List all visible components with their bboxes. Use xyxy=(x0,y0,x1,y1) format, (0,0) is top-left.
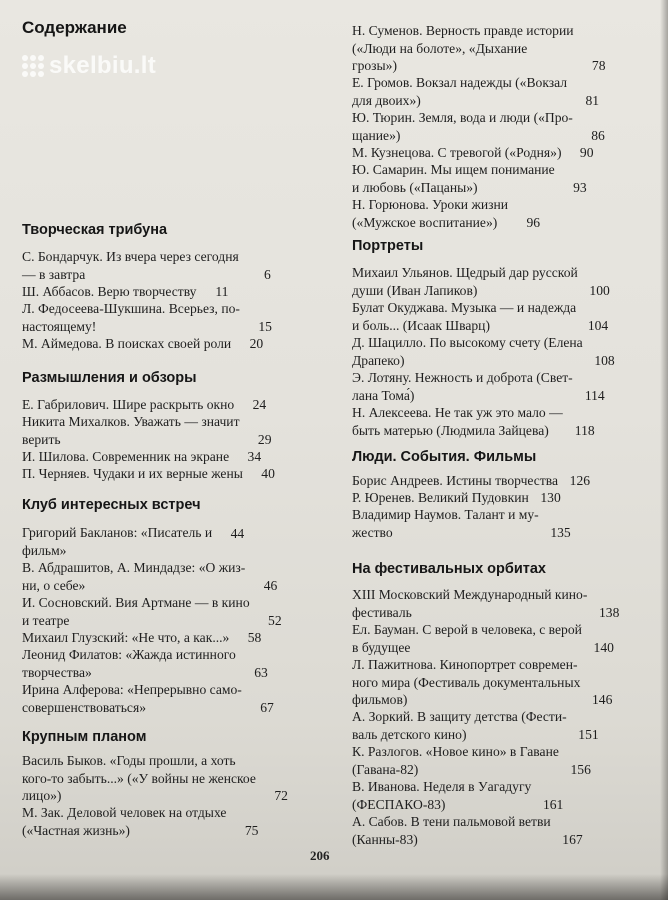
toc-entry-text: Н. Горюнова. Уроки жизни («Мужское воспитание») xyxy=(352,197,509,230)
toc-entry-page: 20 xyxy=(249,336,264,351)
toc-entry-text: Григорий Бакланов: «Писатель и фильм» xyxy=(22,525,213,558)
toc-entry xyxy=(22,448,263,466)
toc-entry-page: 93 xyxy=(573,179,587,195)
toc-entry xyxy=(352,144,596,162)
toc-entry-text: Л. Федосеева-Шукшина. Всерьез, по- настоящему! xyxy=(22,301,240,334)
toc-entry-page: 46 xyxy=(263,577,278,593)
toc-entry xyxy=(352,656,614,709)
toc-entry xyxy=(22,283,230,301)
section-heading: Портреты xyxy=(352,238,424,254)
toc-entry xyxy=(352,404,597,439)
page-number: 206 xyxy=(310,848,330,863)
toc-entry-text: Булат Окуджава. Музыка — и надежда и боль... (Исаак Шварц) xyxy=(352,300,577,333)
section-heading: Крупным планом xyxy=(22,729,147,745)
toc-entry-page: 15 xyxy=(258,318,272,334)
toc-entry-text: Леонид Филатов: «Жажда истинного творчества» xyxy=(22,647,236,680)
toc-entry-text: Е. Габрилович. Шире раскрыть окно xyxy=(22,397,235,412)
toc-entry-page: 114 xyxy=(584,387,605,403)
toc-entry xyxy=(352,489,563,507)
toc-entry xyxy=(352,264,612,299)
toc-entry-page: 138 xyxy=(599,604,620,620)
toc-entry xyxy=(22,524,246,559)
toc-entry-text: А. Сабов. В тени пальмовой ветви (Канны-83) xyxy=(352,814,551,847)
toc-entry-text: Н. Суменов. Верность правде истории («Люди на болоте», «Дыхание грозы») xyxy=(352,23,574,73)
section-heading: Люди. События. Фильмы xyxy=(352,449,537,465)
toc-entry xyxy=(352,778,565,813)
section-heading: На фестивальных орбитах xyxy=(352,561,546,577)
toc-entry-page: 6 xyxy=(263,266,271,282)
toc-entry-page: 118 xyxy=(574,422,595,438)
toc-entry-page: 11 xyxy=(215,284,229,299)
toc-entry-text: Ел. Бауман. С верой в человека, с верой в будущее xyxy=(352,622,582,655)
toc-entry xyxy=(22,300,274,335)
toc-entry-page: 72 xyxy=(274,788,288,803)
toc-entry-text: Ю. Самарин. Мы ищем понимание и любовь («Пацаны») xyxy=(352,162,555,195)
page-edge-shadow xyxy=(660,0,668,900)
toc-entry xyxy=(22,465,277,483)
toc-entry xyxy=(22,629,263,647)
toc-entry xyxy=(22,248,273,283)
contents-title: Содержание xyxy=(22,18,127,37)
toc-entry xyxy=(352,813,585,848)
toc-entry xyxy=(352,22,608,75)
toc-entry-page: 108 xyxy=(594,352,615,368)
page-bottom-shadow xyxy=(0,874,668,900)
toc-entry-text: Борис Андреев. Истины творчества xyxy=(352,473,559,488)
toc-entry-page: 146 xyxy=(591,692,613,707)
toc-entry xyxy=(352,196,542,231)
toc-entry-page: 44 xyxy=(230,525,245,541)
toc-entry-page: 167 xyxy=(562,831,583,847)
toc-entry-text: Д. Шацилло. По высокому счету (Елена Драпеко) xyxy=(352,335,583,368)
toc-entry-text: Ирина Алферова: «Непрерывно само- совершенствоваться» xyxy=(22,682,242,715)
toc-entry-text: А. Зоркий. В защиту детства (Фести- валь детского кино) xyxy=(352,709,567,742)
toc-entry-page: 81 xyxy=(585,92,600,108)
toc-entry xyxy=(352,472,592,490)
toc-entry-page: 156 xyxy=(570,761,591,777)
toc-entry xyxy=(22,804,260,839)
toc-entry xyxy=(22,594,284,629)
toc-entry-page: 52 xyxy=(268,612,282,628)
toc-entry-page: 151 xyxy=(578,726,599,742)
toc-entry-page: 86 xyxy=(591,127,605,143)
watermark-logo-icon xyxy=(22,55,44,77)
toc-entry-page: 100 xyxy=(589,282,610,298)
toc-entry-page: 40 xyxy=(261,466,275,481)
toc-entry-text: Михаил Ульянов. Щедрый дар русской души (Иван Лапиков) xyxy=(352,265,578,298)
toc-entry-text: П. Черняев. Чудаки и их верные жены xyxy=(22,466,243,481)
toc-entry xyxy=(352,506,573,541)
toc-entry-text: Василь Быков. «Годы прошли, а хоть кого-то забыть...» («У войны не женское лицо») xyxy=(22,753,256,803)
toc-entry-text: К. Разлогов. «Новое кино» в Гаване (Гавана-82) xyxy=(352,744,559,777)
toc-entry-text: XIII Московский Международный кино- фестиваль xyxy=(352,587,588,620)
section-heading: Творческая трибуна xyxy=(22,222,168,238)
toc-entry xyxy=(22,646,270,681)
toc-entry-text: Михаил Глузский: «Не что, а как...» xyxy=(22,630,230,645)
toc-entry xyxy=(352,708,601,743)
toc-entry-text: Владимир Наумов. Талант и му- жество xyxy=(352,507,539,540)
section-heading: Размышления и обзоры xyxy=(22,370,197,386)
toc-entry xyxy=(352,586,621,621)
toc-entry-page: 161 xyxy=(542,796,564,812)
toc-entry-page: 104 xyxy=(587,317,609,333)
section-heading: Клуб интересных встреч xyxy=(22,497,201,513)
toc-entry xyxy=(352,743,593,778)
toc-entry-page: 126 xyxy=(569,473,591,488)
toc-entry-text: Р. Юренев. Великий Пудовкин xyxy=(352,490,529,505)
toc-entry-text: С. Бондарчук. Из вчера через сегодня — в завтра xyxy=(22,249,239,282)
toc-entry xyxy=(22,335,265,353)
toc-entry-page: 24 xyxy=(252,397,267,412)
toc-entry-text: М. Аймедова. В поисках своей роли xyxy=(22,336,232,351)
toc-entry-text: Н. Алексеева. Не так уж это мало — быть матерью (Людмила Зайцева) xyxy=(352,405,563,438)
toc-entry-page: 96 xyxy=(526,214,541,230)
toc-entry xyxy=(352,621,616,656)
toc-entry-page: 63 xyxy=(254,664,268,680)
toc-entry-page: 34 xyxy=(247,449,262,464)
toc-entry-text: М. Зак. Деловой человек на отдыхе («Частная жизнь») xyxy=(22,805,227,838)
watermark-text: skelbiu.lt xyxy=(49,52,157,79)
toc-entry xyxy=(352,74,601,109)
watermark xyxy=(22,52,156,80)
toc-entry-text: Ш. Аббасов. Верю творчеству xyxy=(22,284,197,299)
toc-entry xyxy=(352,334,617,369)
toc-entry-text: В. Иванова. Неделя в Уагадугу (ФЕСПАКО-83) xyxy=(352,779,532,812)
toc-entry-text: Никита Михалков. Уважать — значит верить xyxy=(22,414,240,447)
toc-entry xyxy=(22,559,279,594)
toc-entry-text: Ю. Тюрин. Земля, вода и люди («Про- щание») xyxy=(352,110,573,143)
toc-entry-page: 67 xyxy=(260,699,274,715)
toc-entry xyxy=(352,161,589,196)
toc-entry-text: М. Кузнецова. С тревогой («Родня») xyxy=(352,145,562,160)
toc-entry xyxy=(22,752,290,805)
toc-entry xyxy=(22,413,274,448)
toc-entry-page: 75 xyxy=(244,822,259,838)
toc-entry-text: Э. Лотяну. Нежность и доброта (Свет- лана Тома́) xyxy=(352,370,573,403)
toc-entry-text: И. Сосновский. Вия Артмане — в кино и театре xyxy=(22,595,250,628)
toc-entry xyxy=(352,369,607,404)
toc-entry-page: 29 xyxy=(257,431,272,447)
toc-entry-text: Л. Пажитнова. Кинопортрет современ- ного мира (Фестиваль документальных фильмов) xyxy=(352,657,581,707)
toc-entry-page: 130 xyxy=(540,490,561,505)
toc-entry-page: 135 xyxy=(550,524,571,540)
toc-entry-page: 78 xyxy=(591,58,606,73)
toc-entry-text: И. Шилова. Современник на экране xyxy=(22,449,230,464)
toc-entry xyxy=(352,109,607,144)
toc-entry xyxy=(22,681,276,716)
toc-entry-page: 90 xyxy=(579,145,594,160)
toc-entry-page: 58 xyxy=(247,630,262,645)
toc-entry xyxy=(352,299,610,334)
toc-entry xyxy=(22,396,268,414)
toc-entry-text: Е. Громов. Вокзал надежды («Вокзал для двоих») xyxy=(352,75,568,108)
toc-entry-text: В. Абдрашитов, А. Миндадзе: «О жиз- ни, о себе» xyxy=(22,560,246,593)
toc-entry-page: 140 xyxy=(593,639,614,655)
